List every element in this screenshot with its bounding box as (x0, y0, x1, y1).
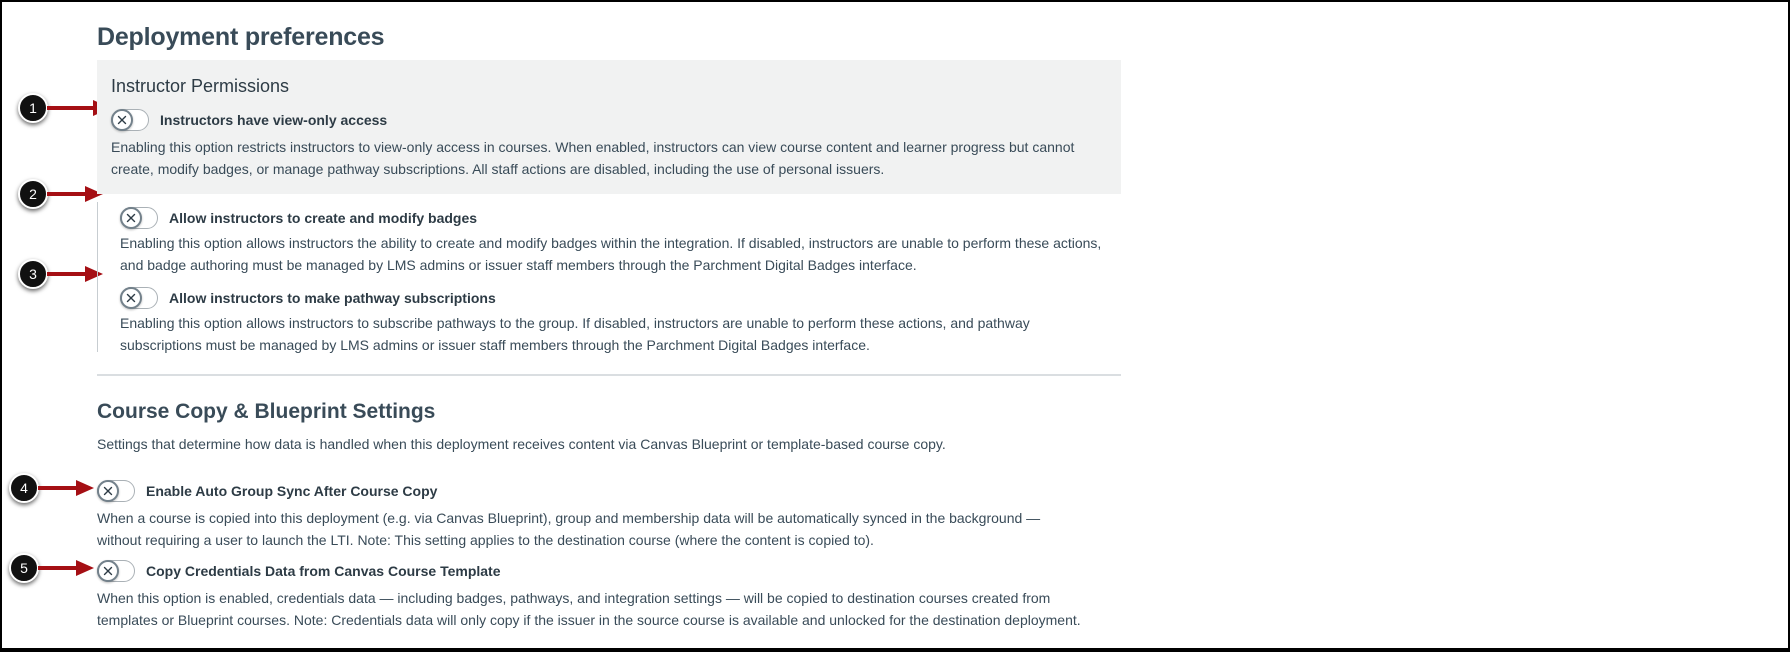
arrow-right-icon (38, 480, 94, 496)
toggle-knob (111, 109, 133, 131)
pathway-subscriptions-label: Allow instructors to make pathway subscriptions (169, 290, 496, 306)
x-icon (126, 293, 136, 303)
create-modify-badges-label: Allow instructors to create and modify badges (169, 210, 478, 226)
setting-create-modify-badges (120, 206, 1110, 276)
setting-copy-credentials-data (97, 559, 1087, 631)
pathway-subscriptions-description: Enabling this option allows instructors to subscribe pathways to the group. If disabled, instructors are unable to perform these actions, and pathway subscriptions must be managed by LMS admins or issuer staff members through the Parchment Digital Badges interface. (120, 315, 1030, 353)
arrow-right-icon (47, 186, 103, 202)
annotation-number-4: 4 (9, 473, 39, 503)
course-copy-section-title: Course Copy & Blueprint Settings (97, 400, 436, 423)
annotation-marker-5 (9, 553, 94, 583)
auto-group-sync-label: Enable Auto Group Sync After Course Copy (146, 483, 438, 499)
toggle-knob (97, 480, 119, 502)
instructor-permissions-title: Instructor Permissions (111, 76, 290, 96)
toggle-knob (120, 287, 142, 309)
setting-auto-group-sync (97, 479, 1087, 551)
x-icon (103, 566, 113, 576)
copy-credentials-data-label: Copy Credentials Data from Canvas Course Template (146, 563, 501, 579)
toggle-knob (120, 207, 142, 229)
setting-view-only-access (111, 108, 1101, 180)
setting-pathway-subscriptions (120, 286, 1110, 356)
x-icon (126, 213, 136, 223)
arrow-right-icon (47, 266, 103, 282)
annotation-number-5: 5 (9, 553, 39, 583)
section-divider (97, 374, 1121, 376)
instructor-permissions-panel (97, 60, 1121, 194)
view-only-access-label: Instructors have view-only access (160, 112, 388, 128)
annotation-number-2: 2 (18, 179, 48, 209)
x-icon (117, 115, 127, 125)
view-only-access-toggle[interactable] (111, 109, 149, 131)
annotation-marker-4 (9, 473, 94, 503)
course-copy-section-description: Settings that determine how data is handled when this deployment receives content via Canvas Blueprint or template-based course copy. (97, 436, 946, 452)
instructor-sub-permissions (97, 202, 1122, 352)
annotation-marker-2 (18, 179, 103, 209)
copy-credentials-data-description: When this option is enabled, credentials data — including badges, pathways, and integration settings — will be copied to destination courses created from templates or Blueprint courses. Note: Credentials data will only copy if the issuer in the source course is available and unlocked for the destination deployment. (97, 590, 1081, 628)
arrow-right-icon (38, 560, 94, 576)
annotation-number-3: 3 (18, 259, 48, 289)
screenshot-canvas (2, 2, 1788, 648)
auto-group-sync-description: When a course is copied into this deployment (e.g. via Canvas Blueprint), group and membership data will be automatically synced in the background — without requiring a user to launch the LTI. Note: This setting applies to the destination course (where the content is copied to). (97, 510, 1041, 548)
create-modify-badges-toggle[interactable] (120, 207, 158, 229)
page-title: Deployment preferences (97, 23, 385, 51)
pathway-subscriptions-toggle[interactable] (120, 287, 158, 309)
annotation-number-1: 1 (18, 93, 48, 123)
view-only-access-description: Enabling this option restricts instructors to view-only access in courses. When enabled, instructors can view course content and learner progress but cannot create, modify badges, or manage pathway subscriptions. All staff actions are disabled, including the use of personal issuers. (111, 139, 1075, 177)
create-modify-badges-description: Enabling this option allows instructors the ability to create and modify badges within the integration. If disabled, instructors are unable to perform these actions, and badge authoring must be managed by LMS admins or issuer staff members through the Parchment Digital Badges interface. (120, 235, 1102, 273)
auto-group-sync-toggle[interactable] (97, 480, 135, 502)
annotation-marker-3 (18, 259, 103, 289)
copy-credentials-data-toggle[interactable] (97, 560, 135, 582)
x-icon (103, 486, 113, 496)
toggle-knob (97, 560, 119, 582)
